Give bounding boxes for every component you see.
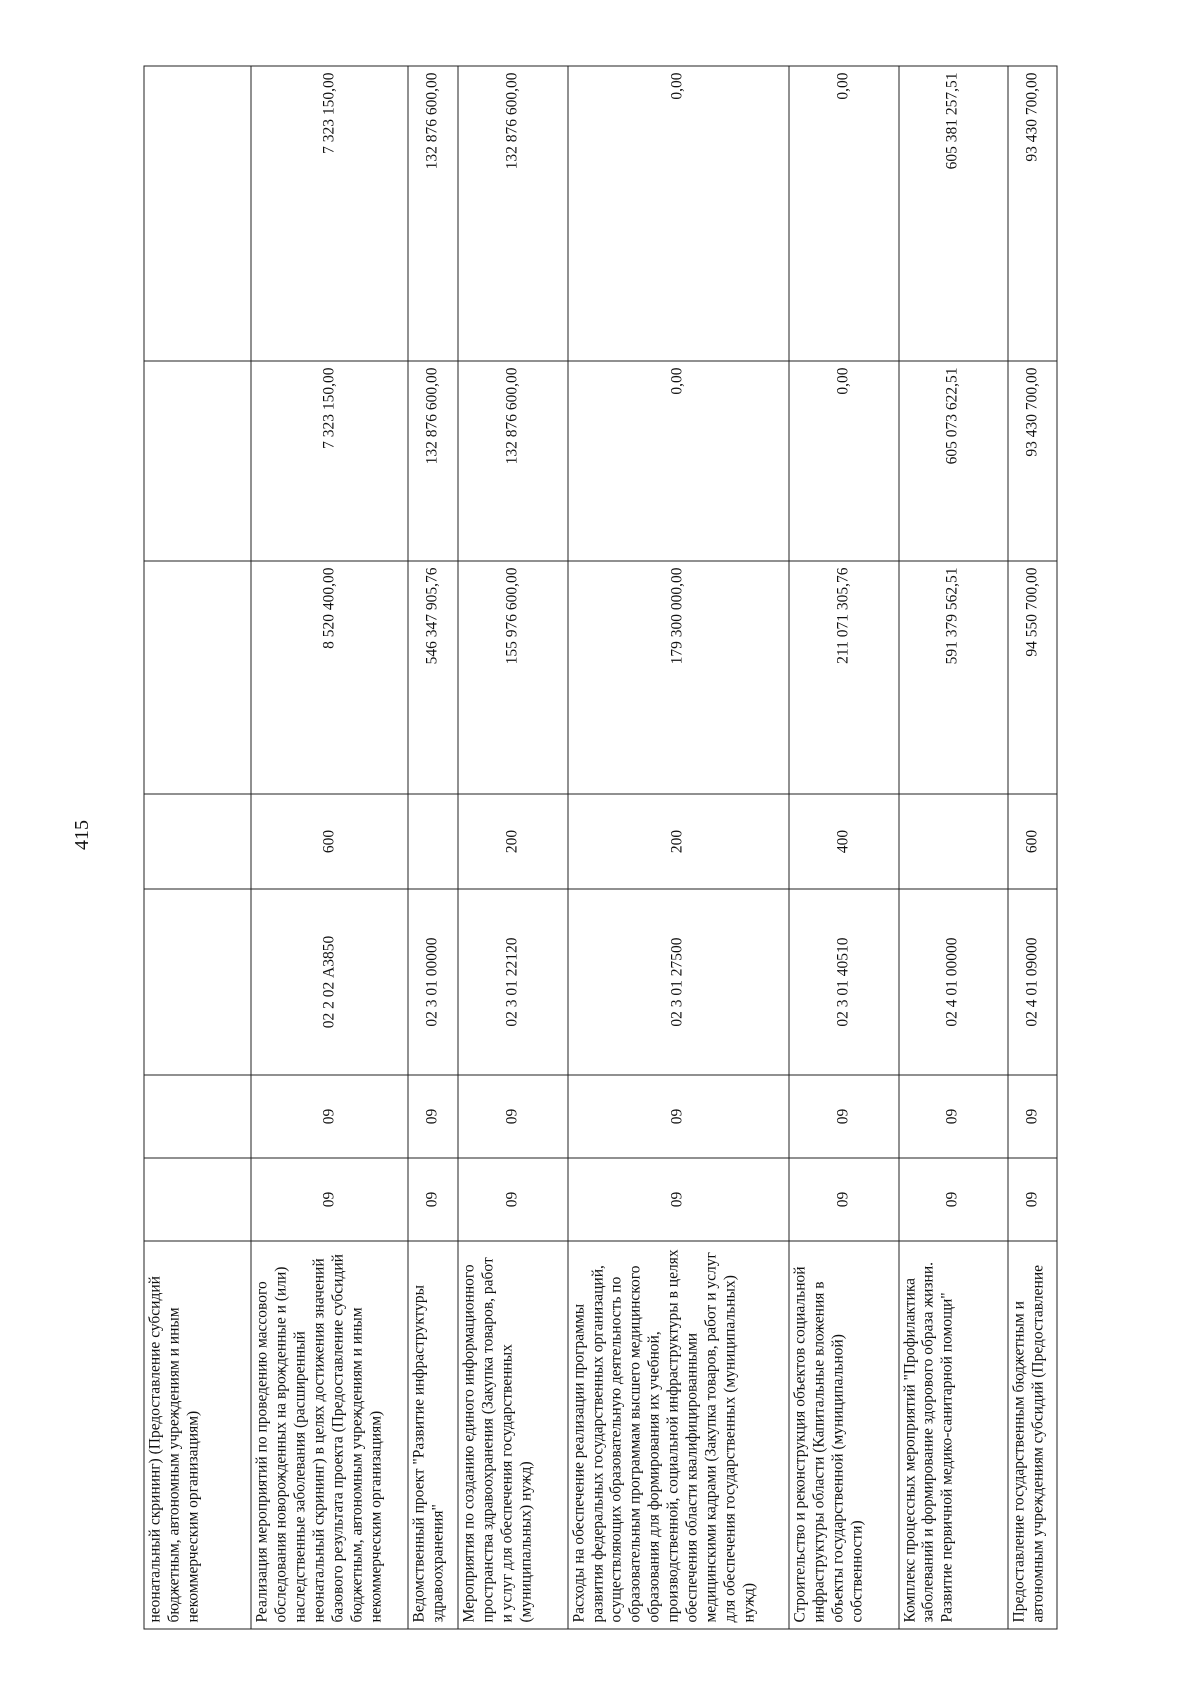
row-description: неонатальный скрининг) (Предоставление субсидий бюджетным, автономным учреждениям и иным некоммерческим организациям) [144, 1241, 251, 1629]
amount-year-3: 0,00 [789, 66, 899, 361]
table-row [567, 66, 788, 1629]
table-row [1008, 66, 1057, 1629]
section-code [144, 1075, 251, 1158]
row-description: Комплекс процессных мероприятий "Профилактика заболеваний и формирование здорового образа жизни. Развитие первичной медико-санитарной помощи" [898, 1241, 1008, 1629]
expense-type-code: 600 [251, 794, 408, 889]
target-article-code: 02 4 01 00000 [898, 889, 1008, 1075]
amount-year-1: 546 347 905,76 [407, 561, 457, 794]
amount-year-1: 155 976 600,00 [458, 561, 568, 794]
section-code: 09 [458, 1075, 568, 1158]
ministry-code: 09 [1008, 1158, 1057, 1241]
expense-type-code: 200 [458, 794, 568, 889]
ministry-code: 09 [458, 1158, 568, 1241]
expense-type-code [407, 794, 457, 889]
table-row [251, 66, 408, 1629]
amount-year-2: 7 323 150,00 [251, 361, 408, 561]
amount-year-1: 8 520 400,00 [251, 561, 408, 794]
target-article-code: 02 2 02 А3850 [251, 889, 408, 1075]
amount-year-3: 132 876 600,00 [407, 66, 457, 361]
row-description: Расходы на обеспечение реализации программы развития федеральных государственных организаций, осуществляющих образовательную деятельность по образовательным программам высшего медицинского образования для формирования их учебной, производственной, социальной инфраструктуры в целях обеспечения области квалифицированными медицинскими кадрами (Закупка товаров, работ и услуг для обеспечения государственных (муниципальных) нужд) [567, 1241, 788, 1629]
section-code: 09 [251, 1075, 408, 1158]
target-article-code: 02 3 01 40510 [789, 889, 899, 1075]
section-code: 09 [1008, 1075, 1057, 1158]
section-code: 09 [898, 1075, 1008, 1158]
ministry-code: 09 [251, 1158, 408, 1241]
expense-type-code [144, 794, 251, 889]
amount-year-1: 179 300 000,00 [567, 561, 788, 794]
table-row [789, 66, 899, 1629]
rotated-table-sheet [143, 67, 1057, 1630]
target-article-code: 02 3 01 27500 [567, 889, 788, 1075]
amount-year-1: 211 071 305,76 [789, 561, 899, 794]
row-description: Ведомственный проект "Развитие инфраструктуры здравоохранения" [407, 1241, 457, 1629]
amount-year-3: 0,00 [567, 66, 788, 361]
budget-table [143, 66, 1057, 1630]
expense-type-code: 600 [1008, 794, 1057, 889]
amount-year-3: 132 876 600,00 [458, 66, 568, 361]
ministry-code: 09 [898, 1158, 1008, 1241]
ministry-code: 09 [407, 1158, 457, 1241]
amount-year-1: 94 550 700,00 [1008, 561, 1057, 794]
amount-year-2: 0,00 [789, 361, 899, 561]
section-code: 09 [567, 1075, 788, 1158]
table-body [144, 66, 1057, 1629]
section-code: 09 [407, 1075, 457, 1158]
amount-year-3: 7 323 150,00 [251, 66, 408, 361]
amount-year-2: 605 073 622,51 [898, 361, 1008, 561]
amount-year-2: 0,00 [567, 361, 788, 561]
expense-type-code: 400 [789, 794, 899, 889]
row-description: Мероприятия по созданию единого информационного пространства здравоохранения (Закупка товаров, работ и услуг для обеспечения государственных (муниципальных) нужд) [458, 1241, 568, 1629]
table-row [458, 66, 568, 1629]
page-number: 415 [70, 820, 93, 850]
amount-year-1 [144, 561, 251, 794]
row-description: Реализация мероприятий по проведению массового обследования новорожденных на врожденные и (или) наследственные заболевания (расширенный неонатальный скрининг) в целях достижения значений базового результата проекта (Предоставление субсидий бюджетным, автономным учреждениям и иным некоммерческим организациям) [251, 1241, 408, 1629]
row-description: Строительство и реконструкция объектов социальной инфраструктуры области (Капитальные вложения в объекты государственной (муниципальной) собственности) [789, 1241, 899, 1629]
section-code: 09 [789, 1075, 899, 1158]
table-row [898, 66, 1008, 1629]
row-description: Предоставление государственным бюджетным и автономным учреждениям субсидий (Предоставление [1008, 1241, 1057, 1629]
expense-type-code [898, 794, 1008, 889]
ministry-code: 09 [789, 1158, 899, 1241]
table-row [144, 66, 251, 1629]
amount-year-3: 93 430 700,00 [1008, 66, 1057, 361]
amount-year-2: 132 876 600,00 [407, 361, 457, 561]
amount-year-2: 132 876 600,00 [458, 361, 568, 561]
target-article-code: 02 3 01 22120 [458, 889, 568, 1075]
table-row [407, 66, 457, 1629]
ministry-code [144, 1158, 251, 1241]
amount-year-3 [144, 66, 251, 361]
target-article-code: 02 4 01 09000 [1008, 889, 1057, 1075]
expense-type-code: 200 [567, 794, 788, 889]
target-article-code [144, 889, 251, 1075]
target-article-code: 02 3 01 00000 [407, 889, 457, 1075]
amount-year-3: 605 381 257,51 [898, 66, 1008, 361]
amount-year-1: 591 379 562,51 [898, 561, 1008, 794]
amount-year-2 [144, 361, 251, 561]
amount-year-2: 93 430 700,00 [1008, 361, 1057, 561]
ministry-code: 09 [567, 1158, 788, 1241]
